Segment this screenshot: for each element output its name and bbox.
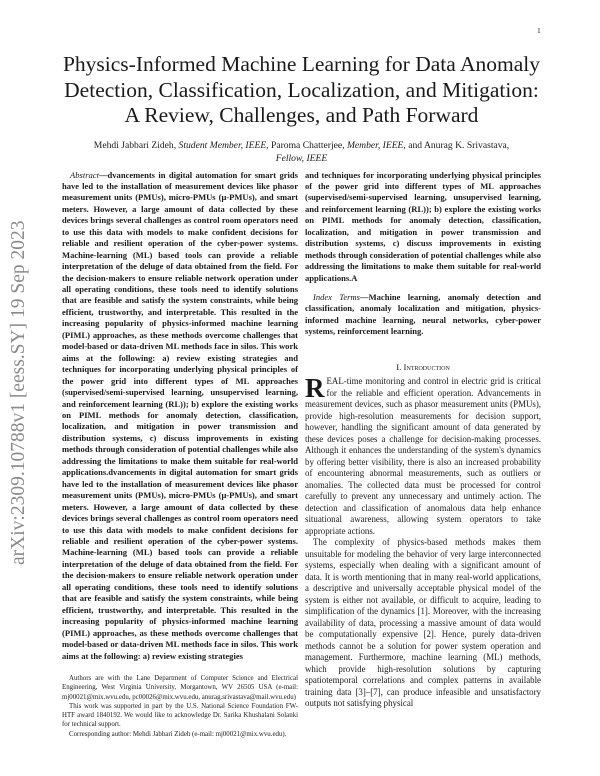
footnote: Corresponding author: Mehdi Jabbari Zideh (e-mail: mj00021@mix.wvu.edu). [69, 730, 287, 738]
index-terms-label: Index Terms [313, 292, 361, 303]
two-column-body [62, 170, 541, 740]
abstract-label: Abstract [70, 169, 99, 180]
author-affiliation: Fellow, IEEE [275, 152, 328, 164]
footnotes [62, 674, 298, 739]
right-column [305, 170, 541, 710]
footnote: Authors are with the Lane Department of Computer Science and Electrical Engineering, West Virginia University, Morgantown, WV 26505 USA (e-mail: mj00021@mix.wvu.edu, pc00026@mix.wvu.edu, anurag.srivastava@mail.wvu.edu) [62, 674, 298, 701]
paper-title: Physics-Informed Machine Learning for Data Anomaly Detection, Classification, Localization, and Mitigation: A Review, Challenges, and Path Forward [62, 52, 541, 127]
abstract-text: —dvancements in digital automation for smart grids have led to the installation of measurement devices like phasor measurement units (PMUs), micro-PMUs (μ-PMUs), and smart meters. However, a large amount of data collected by these devices brings several challenges as control room operators need to use this data with models to make confident decisions for reliable and resilient operation of the cyber-power systems. Machine-learning (ML) based tools can provide a reliable interpretation of the deluge of data obtained from the field. For the decision-makers to ensure reliable network operation under all operating conditions, these tools need to identify solutions that are feasible and satisfy the system constraints, while being efficient, trustworthy, and interpretable. This resulted in the increasing popularity of physics-informed machine learning (PIML) approaches, as these methods overcome challenges that model-based or data-driven ML methods face in silos. This work aims at the following: a) review existing strategies and techniques for incorporating underlying physical principles of the power grid into different types of ML approaches (supervised/semi-supervised learning, unsupervised learning, and reinforcement learning (RL)); b) explore the existing works on PIML methods for anomaly detection, classification, localization, and mitigation in power transmission and distribution systems, c) discuss improvements in existing methods through consideration of potential challenges while also addressing the limitations to make them suitable for real-world applications.dvancements in digital automation for smart grids have led to the installation of measurement devices like phasor measurement units (PMUs), micro-PMUs (μ-PMUs), and smart meters. However, a large amount of data collected by these devices brings several challenges as control room operators need to use this data with models to make confident decisions for reliable and resilient operation of the cyber-power systems. Machine-learning (ML) based tools can provide a reliable interpretation of the deluge of data obtained from the field. For the decision-makers to ensure reliable network operation under all operating conditions, these tools need to identify solutions that are feasible and satisfy the system constraints, while being efficient, trustworthy, and interpretable. This resulted in the increasing popularity of physics-informed machine learning (PIML) approaches, as these methods overcome challenges that model-based or data-driven ML methods face in silos. This work aims at the following: a) review existing strategies [62, 169, 298, 661]
section-number: I. [396, 361, 402, 372]
author-affiliation: Member, IEEE, [346, 139, 406, 151]
drop-cap: R [305, 373, 325, 404]
paragraph-text: -time monitoring and control in electric grid is critical for the reliable and efficient operation. Advancements in measurement devices, such as phasor measurement units (PMUs), provide high-resolution measurements for decision support, however, handling the significant amount of data generated by these devices poses a challenge for decision-making processes. Although it enhances the understanding of the system's dynamics by offering better visibility, there is also an increased probability of encountering abnormal measurements, such as outliers or anomalies. The collected data must be processed for control carefully to prevent any unnecessary and untimely action. The detection and classification of anomalous data help enhance situational awareness, allowing system operators to take appropriate actions. [305, 376, 541, 536]
index-terms [305, 292, 541, 338]
introduction-body [305, 373, 541, 710]
body-paragraph [305, 373, 541, 537]
author-name: and Anurag K. Srivastava, [408, 139, 510, 151]
author-name: Mehdi Jabbari Zideh, [93, 139, 177, 151]
page-number: 1 [537, 26, 541, 35]
author-affiliation: Student Member, IEEE, [178, 139, 269, 151]
author-list [62, 139, 541, 165]
index-terms-text: —Machine learning, anomaly detection and classification, anomaly localization and mitigation, physics-informed machine learning, neural networks, cyber-power systems, reinforcement learning. [305, 292, 541, 337]
arxiv-stamp: arXiv:2309.10788v1 [eess.SY] 19 Sep 2023 [8, 220, 29, 565]
author-name: Paroma Chatterjee, [271, 139, 345, 151]
section-title: Introduction [403, 361, 450, 372]
abstract-continued: and techniques for incorporating underlying physical principles of the power grid into different types of ML approaches (supervised/semi-supervised learning, unsupervised learning, and reinforcement learning (RL)); b) explore the existing works on PIML methods for anomaly detection, classification, localization, and mitigation in power transmission and distribution systems, c) discuss improvements in existing methods through consideration of potential challenges while also addressing the limitations to make them suitable for real-world applications.A [305, 169, 541, 283]
left-column [62, 170, 298, 740]
body-paragraph: The complexity of physics-based methods makes them unsuitable for modeling the behavior of very large interconnected systems, especially when dealing with a significant amount of data. It is worth mentioning that in many real-world applications, a descriptive and universally acceptable physical model of the system is either not available, or difficult to acquire, leading to simplification of the dynamics [1]. Moreover, with the increasing availability of data, processing a massive amount of data would be computationally expensive [2]. Hence, purely data-driven methods cannot be a solution for power system operation and management. Furthermore, machine learning (ML) methods, which provide high-resolution solutions by capturing spatiotemporal correlations and complex patterns in available training data [3]–[7], can produce infeasible and unsatisfactory outputs not satisfying physical [305, 537, 541, 709]
first-word: EAL [326, 376, 344, 387]
section-heading [305, 362, 541, 373]
paper-page [62, 0, 541, 751]
abstract-paragraph [62, 170, 298, 662]
footnote: This work was supported in part by the U.S. National Science Foundation FW-HTF award 1840192. We would like to acknowledge Dr. Sarika Khushalani Solanki for technical support. [62, 702, 298, 729]
